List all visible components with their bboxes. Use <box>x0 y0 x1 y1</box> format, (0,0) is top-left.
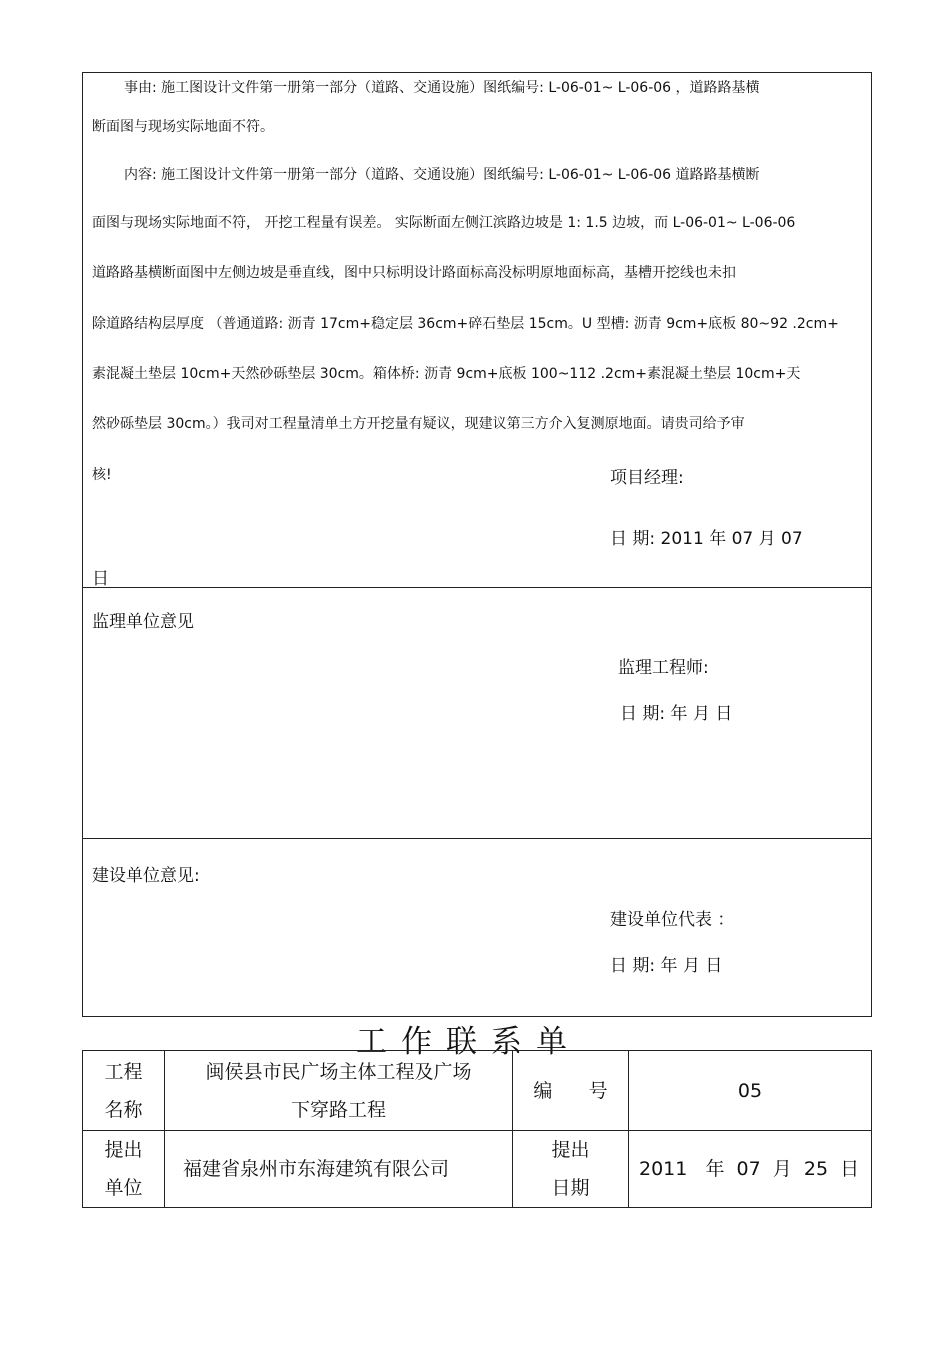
submit-date-value: 2011 年 07 月 25 日 <box>639 1158 860 1180</box>
form-title: 工作联系单 <box>356 1024 581 1060</box>
submitter-value-cell <box>165 1131 513 1208</box>
project-label-cell <box>83 1051 165 1131</box>
project-value-1: 闽侯县市民广场主体工程及广场 <box>205 1060 472 1083</box>
submission-date-tail: 日 <box>92 569 109 589</box>
header-table <box>82 1050 872 1208</box>
number-value: 05 <box>737 1079 763 1102</box>
content-line-2: 断面图与现场实际地面不符。 <box>92 119 274 135</box>
submit-date-label-cell <box>513 1131 629 1208</box>
content-line-4: 面图与现场实际地面不符， 开挖工程量有误差。 实际断面左侧江滨路边坡是 1: 1.5 边坡，而 L-06-01~ L-06-06 <box>92 215 796 231</box>
submitter-label-cell <box>83 1131 165 1208</box>
builder-box <box>82 838 872 1017</box>
submitter-value: 福建省泉州市东海建筑有限公司 <box>183 1158 450 1180</box>
content-line-5: 道路路基横断面图中左侧边坡是垂直线，图中只标明设计路面标高没标明原地面标高，基槽开挖线也未扣 <box>92 265 736 281</box>
submit-date-value-cell <box>629 1131 872 1208</box>
builder-heading: 建设单位意见: <box>92 866 200 886</box>
content-line-6: 除道路结构层厚度 （普通道路: 沥青 17cm+稳定层 36cm+碎石垫层 15cm。U 型槽: 沥青 9cm+底板 80~92 .2cm+ <box>92 316 839 332</box>
submitter-label-2: 单位 <box>104 1177 143 1199</box>
project-label-2: 名称 <box>104 1098 143 1121</box>
supervisor-heading: 监理单位意见 <box>92 612 194 632</box>
number-value-cell <box>629 1051 872 1131</box>
content-line-8: 然砂砾垫层 30cm。）我司对工程量清单土方开挖量有疑议，现建议第三方介入复测原地面。请贵司给予审 <box>92 416 745 432</box>
submit-date-label-1: 提出 <box>551 1139 590 1161</box>
content-line-3: 内容: 施工图设计文件第一册第一部分（道路、交通设施）图纸编号: L-06-01~ L-06-06 道路路基横断 <box>124 167 760 183</box>
submit-date-label-2: 日期 <box>551 1177 590 1199</box>
project-label-1: 工程 <box>104 1060 143 1083</box>
project-value-cell <box>165 1051 513 1131</box>
builder-date: 日 期: 年 月 日 <box>610 956 723 976</box>
content-line-1: 事由: 施工图设计文件第一册第一部分（道路、交通设施）图纸编号: L-06-01~ L-06-06 ，道路路基横 <box>124 80 760 96</box>
number-label-cell <box>513 1051 629 1131</box>
supervisor-engineer-label: 监理工程师: <box>618 658 709 678</box>
number-label: 编 号 <box>533 1079 608 1102</box>
builder-rep-label: 建设单位代表 ： <box>610 910 735 930</box>
project-value-2: 下穿路工程 <box>290 1098 386 1121</box>
project-manager-label: 项目经理: <box>610 468 684 488</box>
content-line-9: 核! <box>92 467 112 483</box>
submission-date: 日 期: 2011 年 07 月 07 <box>610 529 803 549</box>
content-line-7: 素混凝土垫层 10cm+天然砂砾垫层 30cm。箱体桥: 沥青 9cm+底板 100~112 .2cm+素混凝土垫层 10cm+天 <box>92 366 801 382</box>
supervisor-box <box>82 587 872 839</box>
supervisor-date: 日 期: 年 月 日 <box>620 704 733 724</box>
submitter-label-1: 提出 <box>104 1139 143 1161</box>
